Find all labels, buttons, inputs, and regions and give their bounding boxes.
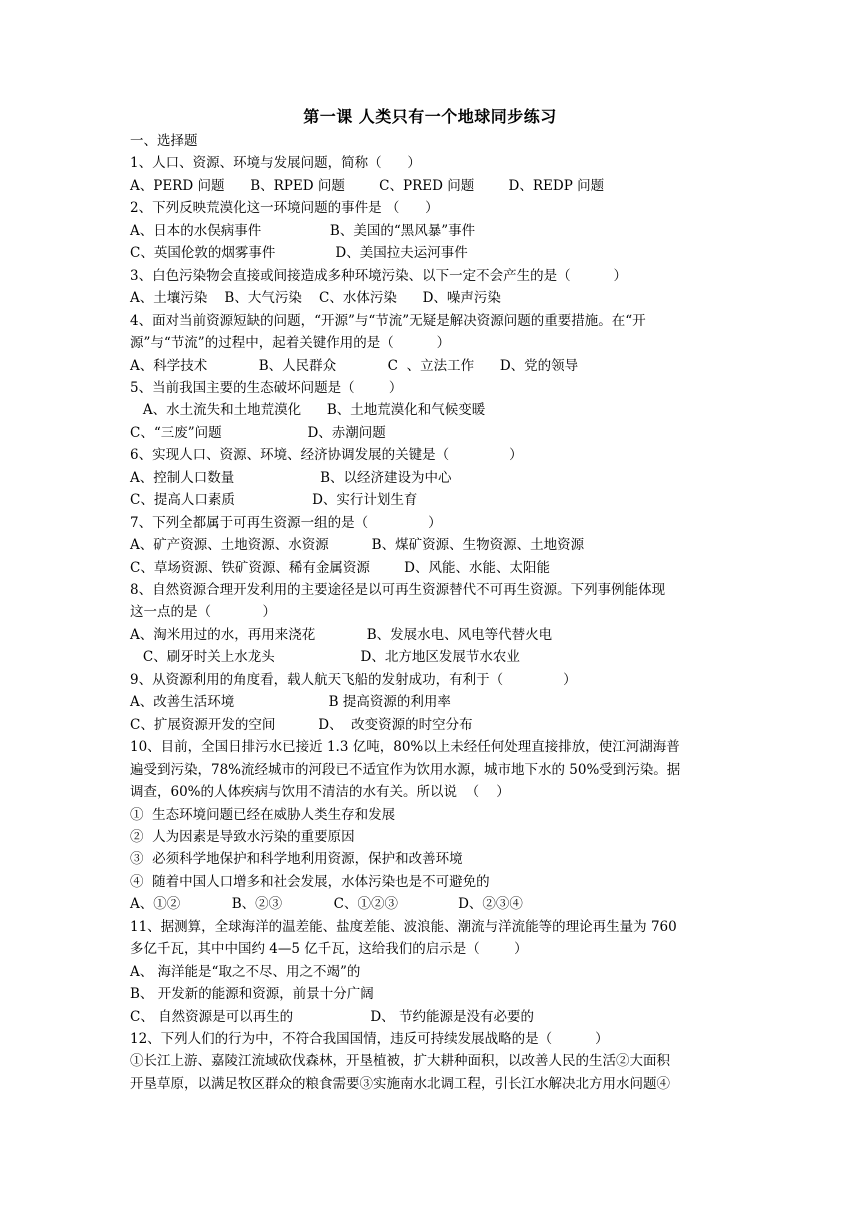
text-line: B、 开发新的能源和资源，前景十分广阔 [130,986,374,1003]
text-line: 遍受到污染，78%流经城市的河段已不适宜作为饮用水源，城市地下水的 50%受到污染。据 [130,761,681,778]
text-line: A、土壤污染 B、大气污染 C、水体污染 D、噪声污染 [130,290,501,307]
text-line: A、科学技术 B、人民群众 C 、立法工作 D、党的领导 [130,357,579,374]
text-line: A、PERD 问题 B、RPED 问题 C、PRED 问题 D、REDP 问题 [130,177,605,194]
text-line: 源”与“节流”的过程中，起着关键作用的是（ ） [130,335,451,352]
text-line: 10、目前，全国日排污水已接近 1.3 亿吨，80%以上未经任何处理直接排放，使江河湖海普 [130,739,680,756]
text-line: 8、自然资源合理开发利用的主要途径是以可再生资源替代不可再生资源。下列事例能体现 [130,582,666,598]
text-line: ①长江上游、嘉陵江流域砍伐森林，开垦植被，扩大耕种面积，以改善人民的生活②大面积 [130,1053,670,1070]
text-line: C、草场资源、铁矿资源、稀有金属资源 D、风能、水能、太阳能 [130,559,550,576]
text-line: 1、人口、资源、环境与发展问题，简称（ ） [130,155,421,172]
text-line: A、①② B、②③ C、①②③ D、②③④ [130,896,523,913]
text-line: A、水土流失和土地荒漠化 B、土地荒漠化和气候变暖 [130,402,486,419]
text-line: 多亿千瓦，其中中国约 4—5 亿千瓦，这给我们的启示是（ ） [130,941,528,958]
text-line: 3、白色污染物会直接或间接造成多种环境污染、以下一定不会产生的是（ ） [130,267,628,284]
text-line: C、扩展资源开发的空间 D、 改变资源的时空分布 [130,716,473,733]
text-line: 一、选择题 [130,133,198,149]
text-line: C、刷牙时关上水龙头 D、北方地区发展节水农业 [130,649,520,666]
text-line: 11、据测算，全球海洋的温差能、盐度差能、波浪能、潮流与洋流能等的理论再生量为 760 [130,918,677,935]
text-line: ① 生态环境问题已经在威胁人类生存和发展 [130,806,396,823]
text-line: A、矿产资源、土地资源、水资源 B、煤矿资源、生物资源、土地资源 [130,537,585,554]
text-line: A、 海洋能是“取之不尽、用之不竭”的 [130,963,361,980]
text-line: A、日本的水俣病事件 B、美国的“黑风暴”事件 [130,222,476,239]
text-line: 这一点的是（ ） [130,604,276,621]
text-line: 12、下列人们的行为中，不符合我国国情，违反可持续发展战略的是（ ） [130,1031,609,1047]
text-line: 6、实现人口、资源、环境、经济协调发展的关键是（ ） [130,447,523,464]
text-line: 5、当前我国主要的生态破坏问题是（ ） [130,379,403,396]
text-line: 4、面对当前资源短缺的问题，“开源”与“节流”无疑是解决资源问题的重要措施。在“开 [130,312,646,329]
text-line: 开垦草原，以满足牧区群众的粮食需要③实施南水北调工程，引长江水解决北方用水问题④ [130,1075,670,1092]
text-line: A、控制人口数量 B、以经济建设为中心 [130,469,452,486]
text-line: C、“三废”问题 D、赤潮问题 [130,424,386,441]
text-line: ② 人为因素是导致水污染的重要原因 [130,828,355,845]
text-line: C、英国伦敦的烟雾事件 D、美国拉夫运河事件 [130,245,468,262]
text-line: C、 自然资源是可以再生的 D、 节约能源是没有必要的 [130,1008,534,1025]
text-line: ④ 随着中国人口增多和社会发展，水体污染也是不可避免的 [130,873,490,890]
text-line: 7、下列全都属于可再生资源一组的是（ ） [130,514,442,531]
text-line: ③ 必须科学地保护和科学地利用资源，保护和改善环境 [130,851,463,868]
text-line: A、改善生活环境 B 提高资源的利用率 [130,694,451,711]
text-line: C、提高人口素质 D、实行计划生育 [130,492,418,509]
text-line: 调查，60%的人体疾病与饮用不清洁的水有关。所以说 （ ） [130,784,510,801]
text-line: 9、从资源利用的角度看，载人航天飞船的发射成功，有利于（ ） [130,671,577,688]
text-line: 2、下列反映荒漠化这一环境问题的事件是 （ ） [130,200,439,217]
text-line: A、淘米用过的水，再用来浇花 B、发展水电、风电等代替火电 [130,626,553,643]
page-title: 第一课 人类只有一个地球同步练习 [303,107,557,126]
